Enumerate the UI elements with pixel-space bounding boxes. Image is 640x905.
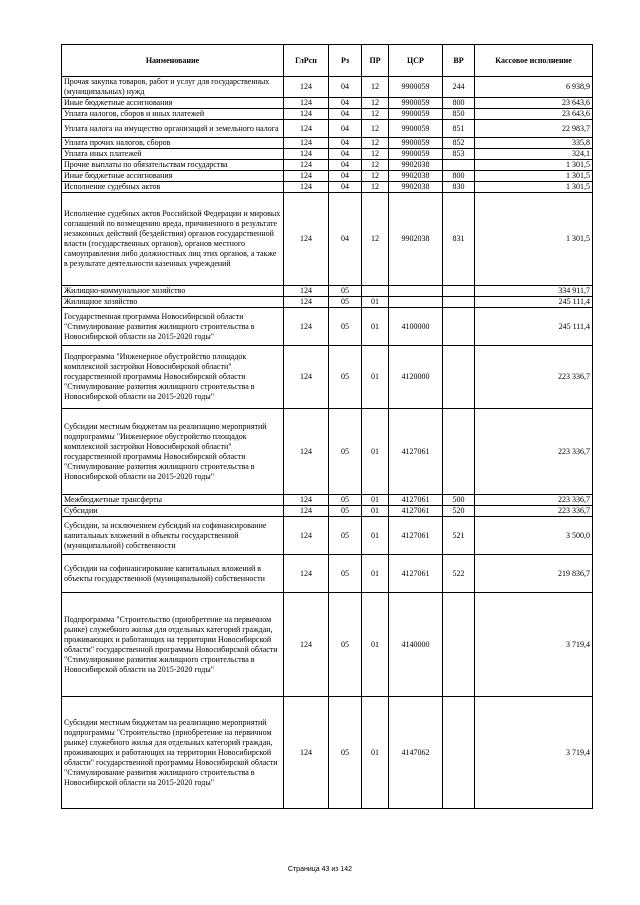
row-rz: 05 — [329, 555, 362, 593]
table-row — [62, 517, 593, 555]
table-row — [62, 171, 593, 182]
row-rz: 05 — [329, 506, 362, 517]
row-name: Межбюджетные трансферты — [62, 495, 284, 506]
row-pr: 01 — [362, 555, 389, 593]
table-row — [62, 182, 593, 193]
row-amount: 1 301,5 — [475, 193, 593, 286]
row-vr — [443, 409, 475, 495]
row-vr: 800 — [443, 171, 475, 182]
row-vr — [443, 697, 475, 809]
row-csr: 9902038 — [389, 160, 443, 171]
row-glrsp: 124 — [284, 138, 329, 149]
row-name: Субсидии на софинансирование капитальных вложений в объекты государственной (муниципальной) собственности — [62, 555, 284, 593]
row-name: Прочая закупка товаров, работ и услуг для государственных (муниципальных) нужд — [62, 77, 284, 98]
table-row — [62, 160, 593, 171]
row-name: Уплата прочих налогов, сборов — [62, 138, 284, 149]
row-vr — [443, 308, 475, 346]
table-row — [62, 77, 593, 98]
row-pr: 01 — [362, 346, 389, 409]
row-name: Субсидии местным бюджетам на реализацию мероприятий подпрограммы "Строительство (приобретение на первичном рынке) служебного жилья для отдельных категорий граждан, проживающих и работающих на территории Новосибирской области" государственной программы Новосибирской области "Стимулирование развития жилищного строительства в Новосибирской области на 2015-2020 годы" — [62, 697, 284, 809]
row-glrsp: 124 — [284, 286, 329, 297]
row-name: Уплата иных платежей — [62, 149, 284, 160]
row-csr: 4140000 — [389, 593, 443, 697]
row-vr: 520 — [443, 506, 475, 517]
row-rz: 04 — [329, 109, 362, 120]
header-amount: Кассовое исполнение — [475, 45, 593, 77]
row-name: Жилищно-коммунальное хозяйство — [62, 286, 284, 297]
table-row — [62, 297, 593, 308]
row-vr: 851 — [443, 120, 475, 138]
row-vr: 500 — [443, 495, 475, 506]
row-glrsp: 124 — [284, 297, 329, 308]
table-row — [62, 506, 593, 517]
row-glrsp: 124 — [284, 555, 329, 593]
row-amount: 219 836,7 — [475, 555, 593, 593]
row-pr: 01 — [362, 495, 389, 506]
row-csr: 4120000 — [389, 346, 443, 409]
row-vr — [443, 593, 475, 697]
row-name: Исполнение судебных актов Российской Федерации и мировых соглашений по возмещению вреда, причиненного в результате незаконных действий (бездействия) органов государственной власти (государственных органов), органов местного самоуправления либо должностных лиц этих органов, а также в результате деятельности казенных учреждений — [62, 193, 284, 286]
row-vr: 852 — [443, 138, 475, 149]
row-name: Жилищное хозяйство — [62, 297, 284, 308]
row-glrsp: 124 — [284, 495, 329, 506]
row-glrsp: 124 — [284, 120, 329, 138]
row-amount: 3 500,0 — [475, 517, 593, 555]
row-pr: 01 — [362, 297, 389, 308]
row-pr: 01 — [362, 409, 389, 495]
row-pr: 01 — [362, 593, 389, 697]
row-amount: 245 111,4 — [475, 297, 593, 308]
row-rz: 04 — [329, 182, 362, 193]
row-rz: 05 — [329, 346, 362, 409]
table-row — [62, 697, 593, 809]
table-row — [62, 109, 593, 120]
row-csr: 4127061 — [389, 506, 443, 517]
row-rz: 04 — [329, 171, 362, 182]
row-amount: 223 336,7 — [475, 409, 593, 495]
row-vr: 853 — [443, 149, 475, 160]
row-glrsp: 124 — [284, 506, 329, 517]
row-vr: 800 — [443, 98, 475, 109]
row-csr: 9900059 — [389, 138, 443, 149]
row-csr: 9900059 — [389, 109, 443, 120]
row-amount: 1 301,5 — [475, 171, 593, 182]
row-glrsp: 124 — [284, 149, 329, 160]
row-amount: 6 938,9 — [475, 77, 593, 98]
row-name: Субсидии, за исключением субсидий на софинансирование капитальных вложений в объекты государственной (муниципальной) собственности — [62, 517, 284, 555]
row-rz: 04 — [329, 149, 362, 160]
row-csr: 4100000 — [389, 308, 443, 346]
row-csr: 4127061 — [389, 409, 443, 495]
row-glrsp: 124 — [284, 98, 329, 109]
row-csr: 4127061 — [389, 555, 443, 593]
row-csr: 9900059 — [389, 120, 443, 138]
table-row — [62, 286, 593, 297]
row-vr: 831 — [443, 193, 475, 286]
row-csr: 4127061 — [389, 495, 443, 506]
row-amount: 23 643,6 — [475, 109, 593, 120]
table-row — [62, 149, 593, 160]
row-name: Подпрограмма "Инженерное обустройство площадок комплексной застройки Новосибирской области" государственной программы Новосибирской области "Стимулирование развития жилищного строительства в Новосибирской области на 2015-2020 годы" — [62, 346, 284, 409]
table-row — [62, 193, 593, 286]
row-pr: 12 — [362, 171, 389, 182]
row-pr: 12 — [362, 120, 389, 138]
row-csr: 4127061 — [389, 517, 443, 555]
row-amount: 23 643,6 — [475, 98, 593, 109]
row-csr: 9902038 — [389, 182, 443, 193]
row-glrsp: 124 — [284, 160, 329, 171]
header-glrsp: ГлРсп — [284, 45, 329, 77]
table-row — [62, 308, 593, 346]
row-pr — [362, 286, 389, 297]
row-glrsp: 124 — [284, 697, 329, 809]
row-amount: 223 336,7 — [475, 346, 593, 409]
row-csr: 9900059 — [389, 77, 443, 98]
row-rz: 05 — [329, 286, 362, 297]
row-rz: 05 — [329, 297, 362, 308]
row-name: Исполнение судебных актов — [62, 182, 284, 193]
row-csr: 9900059 — [389, 98, 443, 109]
row-pr: 12 — [362, 77, 389, 98]
row-rz: 04 — [329, 193, 362, 286]
row-amount: 223 336,7 — [475, 506, 593, 517]
row-vr: 521 — [443, 517, 475, 555]
header-name: Наименование — [62, 45, 284, 77]
row-csr: 4147062 — [389, 697, 443, 809]
row-name: Субсидии — [62, 506, 284, 517]
row-rz: 04 — [329, 98, 362, 109]
row-pr: 12 — [362, 160, 389, 171]
row-amount: 3 719,4 — [475, 593, 593, 697]
row-csr — [389, 297, 443, 308]
row-csr: 9902038 — [389, 193, 443, 286]
row-name: Уплата налогов, сборов и иных платежей — [62, 109, 284, 120]
row-glrsp: 124 — [284, 409, 329, 495]
row-vr — [443, 286, 475, 297]
row-vr — [443, 297, 475, 308]
row-amount: 335,8 — [475, 138, 593, 149]
row-pr: 01 — [362, 697, 389, 809]
row-rz: 04 — [329, 77, 362, 98]
row-rz: 05 — [329, 495, 362, 506]
row-name: Уплата налога на имущество организаций и земельного налога — [62, 120, 284, 138]
row-glrsp: 124 — [284, 593, 329, 697]
row-pr: 12 — [362, 109, 389, 120]
row-amount: 223 336,7 — [475, 495, 593, 506]
row-glrsp: 124 — [284, 308, 329, 346]
table-row — [62, 138, 593, 149]
row-vr — [443, 160, 475, 171]
table-row — [62, 555, 593, 593]
header-pr: ПР — [362, 45, 389, 77]
row-vr: 522 — [443, 555, 475, 593]
row-csr — [389, 286, 443, 297]
row-rz: 05 — [329, 409, 362, 495]
row-rz: 04 — [329, 138, 362, 149]
row-rz: 04 — [329, 120, 362, 138]
row-amount: 334 911,7 — [475, 286, 593, 297]
row-glrsp: 124 — [284, 182, 329, 193]
row-amount: 22 983,7 — [475, 120, 593, 138]
table-row — [62, 120, 593, 138]
row-glrsp: 124 — [284, 517, 329, 555]
table-row — [62, 409, 593, 495]
row-glrsp: 124 — [284, 346, 329, 409]
header-rz: Рз — [329, 45, 362, 77]
row-vr: 244 — [443, 77, 475, 98]
row-name: Подпрограмма "Строительство (приобретение на первичном рынке) служебного жилья для отдельных категорий граждан, проживающих и работающих на территории Новосибирской области" государственной программы Новосибирской области "Стимулирование развития жилищного строительства в Новосибирской области на 2015-2020 годы" — [62, 593, 284, 697]
row-rz: 05 — [329, 517, 362, 555]
row-pr: 12 — [362, 138, 389, 149]
table-row — [62, 495, 593, 506]
row-glrsp: 124 — [284, 77, 329, 98]
row-pr: 12 — [362, 149, 389, 160]
row-amount: 1 301,5 — [475, 160, 593, 171]
row-name: Иные бюджетные ассигнования — [62, 171, 284, 182]
row-name: Прочие выплаты по обязательствам государства — [62, 160, 284, 171]
row-amount: 245 111,4 — [475, 308, 593, 346]
page-number: Страница 43 из 142 — [287, 866, 353, 873]
row-name: Иные бюджетные ассигнования — [62, 98, 284, 109]
row-rz: 04 — [329, 160, 362, 171]
table-header-row — [62, 45, 593, 77]
row-glrsp: 124 — [284, 193, 329, 286]
row-amount: 324,1 — [475, 149, 593, 160]
row-amount: 1 301,5 — [475, 182, 593, 193]
row-vr: 850 — [443, 109, 475, 120]
header-csr: ЦСР — [389, 45, 443, 77]
row-rz: 05 — [329, 697, 362, 809]
header-vr: ВР — [443, 45, 475, 77]
row-vr: 830 — [443, 182, 475, 193]
row-pr: 01 — [362, 517, 389, 555]
row-pr: 12 — [362, 193, 389, 286]
row-pr: 12 — [362, 98, 389, 109]
row-amount: 3 719,4 — [475, 697, 593, 809]
budget-table — [61, 44, 593, 809]
row-glrsp: 124 — [284, 109, 329, 120]
row-pr: 01 — [362, 308, 389, 346]
table-row — [62, 593, 593, 697]
row-vr — [443, 346, 475, 409]
table-body — [62, 77, 593, 809]
row-rz: 05 — [329, 593, 362, 697]
row-rz: 05 — [329, 308, 362, 346]
table-row — [62, 98, 593, 109]
row-name: Государственная программа Новосибирской области "Стимулирование развития жилищного строительства в Новосибирской области на 2015-2020 годы" — [62, 308, 284, 346]
row-glrsp: 124 — [284, 171, 329, 182]
row-csr: 9902038 — [389, 171, 443, 182]
row-pr: 01 — [362, 506, 389, 517]
table-row — [62, 346, 593, 409]
row-csr: 9900059 — [389, 149, 443, 160]
row-pr: 12 — [362, 182, 389, 193]
row-name: Субсидии местным бюджетам на реализацию мероприятий подпрограммы "Инженерное обустройство площадок комплексной застройки Новосибирской области" государственной программы Новосибирской области "Стимулирование развития жилищного строительства в Новосибирской области на 2015-2020 годы" — [62, 409, 284, 495]
